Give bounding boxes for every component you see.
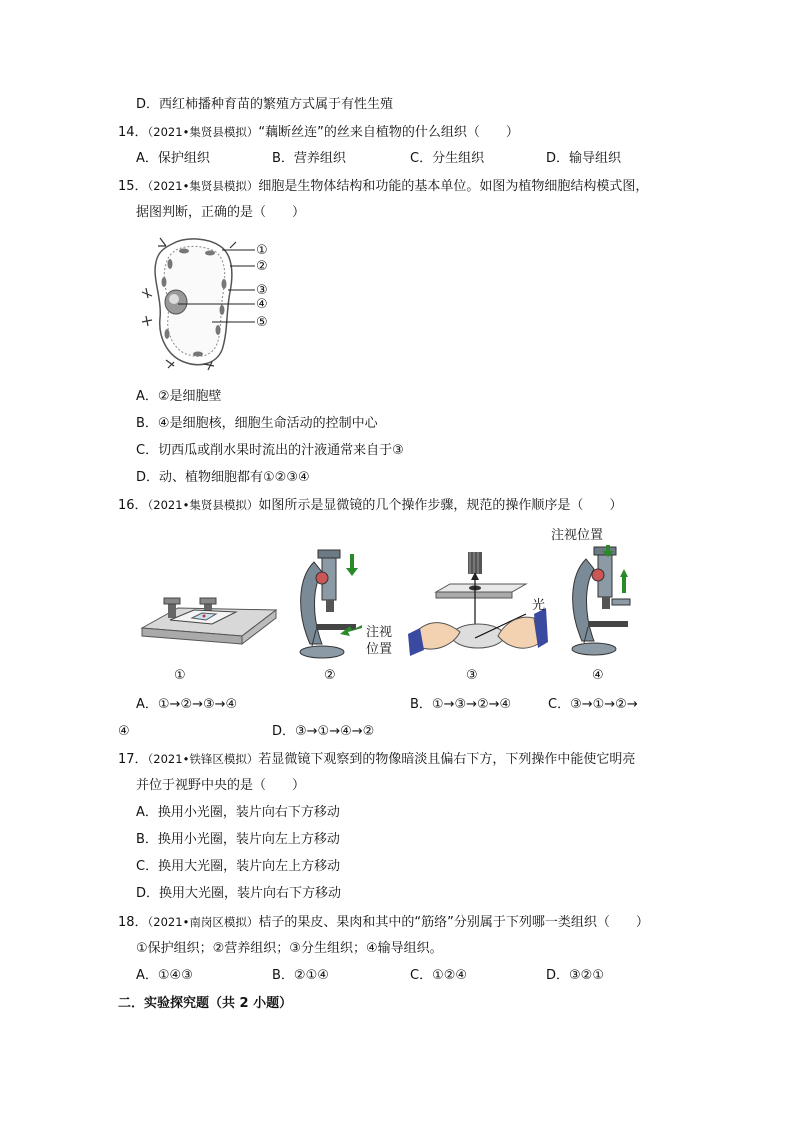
question-number: 18． xyxy=(118,915,148,930)
q15-option-d: D．动、植物细胞都有①②③④ xyxy=(136,470,310,485)
q16-option-b: B．①→③→②→④ xyxy=(410,697,512,712)
q18-option-a: A．①④③ xyxy=(136,968,193,983)
q14-option-b: B．营养组织 xyxy=(272,151,346,166)
question-14-stem xyxy=(118,123,519,142)
label-watch-position-line1: 注视 xyxy=(366,625,393,640)
question-text: 如图所示是显微镜的几个操作步骤，规范的操作顺序是（ ） xyxy=(258,498,623,513)
question-source: （2021•集贤县模拟） xyxy=(147,125,259,139)
q17-option-b: B．换用小光圈，装片向左上方移动 xyxy=(136,832,340,847)
cell-label-3: ③ xyxy=(256,283,268,298)
question-number: 14． xyxy=(118,125,148,140)
question-text: “藕断丝连”的丝来自植物的什么组织（ ） xyxy=(258,125,519,140)
question-source: （2021•集贤县模拟） xyxy=(147,498,259,512)
figure-caption-2: ② xyxy=(324,668,336,683)
q16-option-c: C．③→①→②→ xyxy=(548,697,638,712)
question-18-stem xyxy=(118,913,649,932)
figure-caption-4: ④ xyxy=(592,668,604,683)
question-text: 桔子的果皮、果肉和其中的“筋络”分别属于下列哪一类组织（ ） xyxy=(258,915,649,930)
q17-option-c: C．换用大光圈，装片向左上方移动 xyxy=(136,859,341,874)
microscope-step-2-figure xyxy=(292,548,362,666)
q13-option-d: D．西红柿播种育苗的繁殖方式属于有性生殖 xyxy=(136,97,394,112)
microscope-step-3-figure xyxy=(408,548,548,662)
microscope-step-4-figure xyxy=(564,545,638,661)
q14-option-a: A．保护组织 xyxy=(136,151,210,166)
cell-label-1: ① xyxy=(256,243,268,258)
figure-caption-1: ① xyxy=(174,668,186,683)
question-source: （2021•集贤县模拟） xyxy=(147,179,259,193)
question-source: （2021•铁锋区模拟） xyxy=(147,752,259,766)
question-number: 16． xyxy=(118,498,148,513)
label-watch-position-line2: 位置 xyxy=(366,642,393,657)
question-number: 17． xyxy=(118,752,148,767)
microscope-step-1-figure xyxy=(138,580,278,662)
q16-option-a: A．①→②→③→④ xyxy=(136,697,238,712)
figure-caption-3: ③ xyxy=(466,668,478,683)
question-16-stem xyxy=(118,496,622,515)
question-17-stem-line2: 并位于视野中央的是（ ） xyxy=(136,778,306,793)
question-source: （2021•南岗区模拟） xyxy=(147,915,259,929)
question-text: 细胞是生物体结构和功能的基本单位。如图为植物细胞结构模式图， xyxy=(258,179,649,194)
q14-option-d: D．输导组织 xyxy=(546,151,622,166)
q17-option-d: D．换用大光圈，装片向右下方移动 xyxy=(136,886,342,901)
question-18-choices-list: ①保护组织；②营养组织；③分生组织；④输导组织。 xyxy=(136,941,443,956)
q18-option-d: D．③②① xyxy=(546,968,604,983)
q18-option-c: C．①②④ xyxy=(410,968,468,983)
q16-option-c-continued: ④ xyxy=(118,724,130,739)
cell-label-2: ② xyxy=(256,259,268,274)
q16-option-d: D．③→①→④→② xyxy=(272,724,375,739)
question-number: 15． xyxy=(118,179,148,194)
question-17-stem xyxy=(118,750,635,769)
question-15-stem-line2: 据图判断，正确的是（ ） xyxy=(136,205,306,220)
question-15-stem xyxy=(118,177,648,196)
q15-option-a: A．②是细胞壁 xyxy=(136,389,222,404)
q15-option-b: B．④是细胞核，细胞生命活动的控制中心 xyxy=(136,416,378,431)
label-light: 光 xyxy=(532,598,546,613)
section-heading: 二．实验探究题（共 2 小题） xyxy=(118,996,293,1011)
q14-option-c: C．分生组织 xyxy=(410,151,485,166)
label-watch-position-top: 注视位置 xyxy=(551,528,604,543)
cell-label-5: ⑤ xyxy=(256,315,268,330)
q17-option-a: A．换用小光圈，装片向右下方移动 xyxy=(136,805,340,820)
q18-option-b: B．②①④ xyxy=(272,968,329,983)
question-text: 若显微镜下观察到的物像暗淡且偏右下方，下列操作中能使它明亮 xyxy=(258,752,636,767)
cell-label-4: ④ xyxy=(256,297,268,312)
q15-option-c: C．切西瓜或削水果时流出的汁液通常来自于③ xyxy=(136,443,404,458)
